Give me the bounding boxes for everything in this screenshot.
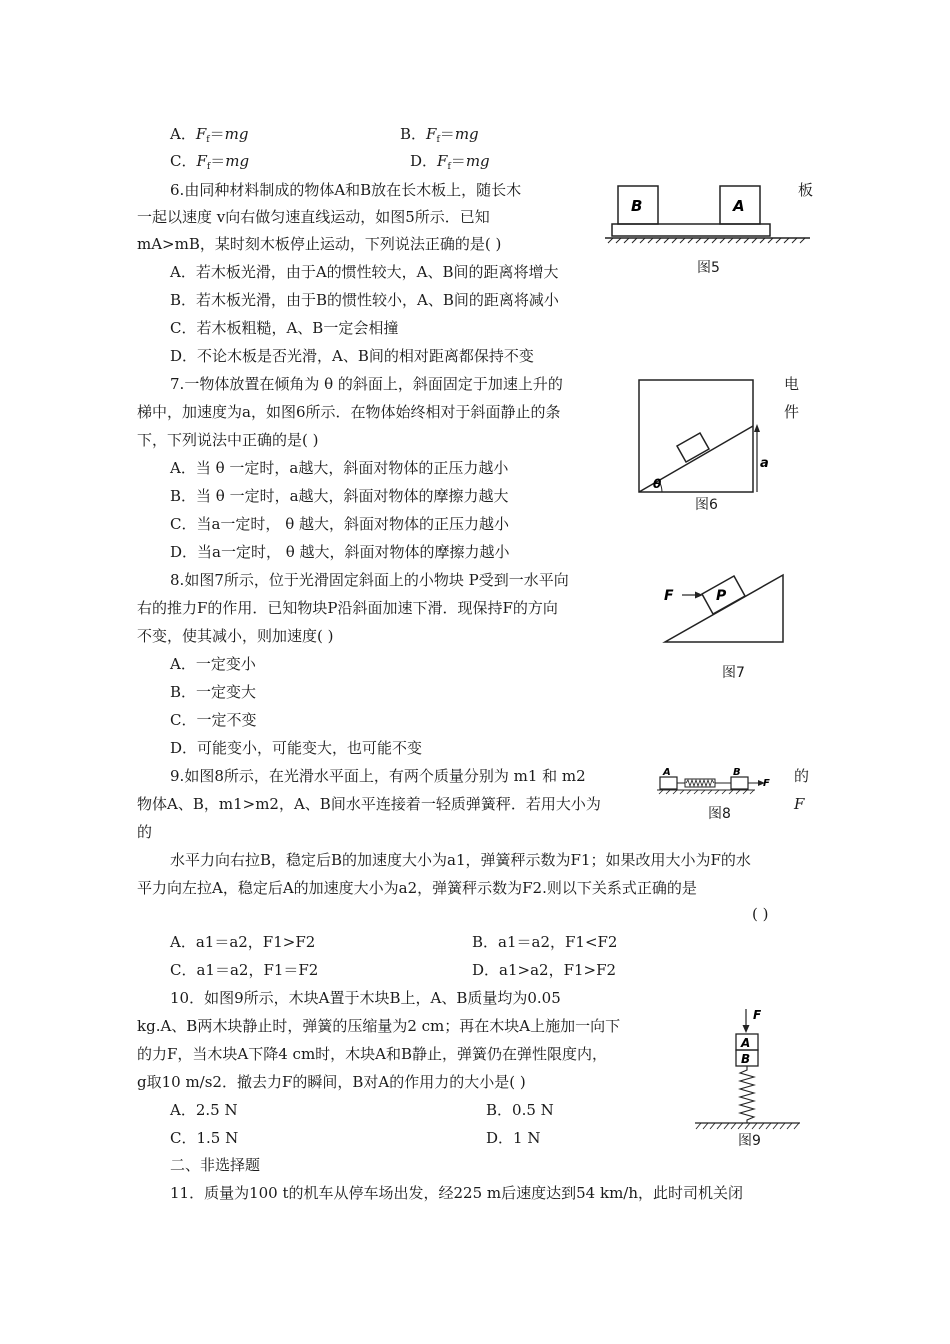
fig8-label-a: A — [663, 767, 671, 778]
q6-stem-line2: 一起以速度 v向右做匀速直线运动，如图5所示．已知 — [137, 208, 490, 226]
q10-stem-line3: 的力F，当木块A下降4 cm时，木块A和B静止，弹簧仍在弹性限度内， — [137, 1045, 608, 1063]
fig8-force-label: F — [763, 778, 770, 789]
q7-stem-line2: 梯中，加速度为a，如图6所示．在物体始终相对于斜面静止的条 — [137, 403, 561, 421]
q10-option-a: A．2.5 N — [170, 1101, 238, 1119]
fig6-accel-label: a — [760, 456, 769, 471]
q9-stem-line5: 平力向左拉A，稳定后A的加速度大小为a2，弹簧秤示数为F2.则以下关系式正确的是 — [137, 879, 697, 897]
q8-option-a: A．一定变小 — [170, 655, 256, 673]
figure-5-caption: 图5 — [697, 260, 720, 276]
figure-8-diagram — [655, 765, 775, 797]
q7-option-a: A．当 θ 一定时，a越大，斜面对物体的正压力越小 — [170, 459, 509, 477]
figure-6-diagram — [630, 374, 780, 499]
q9-stem-line1: 9.如图8所示，在光滑水平面上，有两个质量分别为 m1 和 m2 — [170, 767, 586, 785]
q6-option-a: A．若木板光滑，由于A的惯性较大，A、B间的距离将增大 — [170, 263, 559, 281]
q5-option-c: C．$F_f=mg$ — [170, 152, 250, 172]
q10-stem-line4: g取10 m/s2．撤去力F的瞬间，B对A的作用力的大小是( ) — [137, 1073, 526, 1091]
figure-9-caption: 图9 — [738, 1133, 761, 1149]
q7-stem-line3: 下，下列说法中正确的是( ) — [137, 431, 319, 449]
q8-option-c: C．一定不变 — [170, 711, 257, 729]
q7-stem-line1-tail: 电 — [784, 375, 800, 393]
figure-7-diagram — [660, 570, 795, 650]
q10-stem-line1: 10．如图9所示，木块A置于木块B上，A、B质量均为0.05 — [170, 989, 561, 1007]
q9-stem-line2-tail: F — [794, 795, 805, 813]
q9-stem-line4: 水平力向右拉B，稳定后B的加速度大小为a1，弹簧秤示数为F1；如果改用大小为F的水 — [170, 851, 751, 869]
q9-option-b: B．a1＝a2，F1<F2 — [472, 933, 618, 951]
q5-option-b: B．$F_f=mg$ — [400, 125, 479, 145]
q10-option-c: C．1.5 N — [170, 1129, 239, 1147]
q7-option-b: B．当 θ 一定时，a越大，斜面对物体的摩擦力越大 — [170, 487, 509, 505]
q7-option-d: D．当a一定时， θ 越大，斜面对物体的摩擦力越小 — [170, 543, 510, 561]
fig9-label-a: A — [741, 1036, 751, 1050]
figure-7-caption: 图7 — [722, 665, 745, 681]
q11-stem-line1: 11．质量为100 t的机车从停车场出发，经225 m后速度达到54 km/h，此时司机关闭 — [170, 1184, 744, 1202]
q6-option-c: C．若木板粗糙，A、B一定会相撞 — [170, 319, 399, 337]
q5-option-d: D．$F_f=mg$ — [410, 152, 490, 172]
figure-6-caption: 图6 — [695, 497, 718, 513]
q6-stem-line1-tail: 板 — [798, 181, 814, 199]
q9-stem-line1-tail: 的 — [794, 767, 810, 785]
q9-stem-line2: 物体A、B，m1>m2，A、B间水平连接着一轻质弹簧秤．若用大小为 — [137, 795, 601, 813]
fig9-label-b: B — [741, 1052, 751, 1066]
q7-option-c: C．当a一定时， θ 越大，斜面对物体的正压力越小 — [170, 515, 509, 533]
q6-stem-line3: mA>mB，某时刻木板停止运动，下列说法正确的是( ) — [137, 235, 502, 253]
q8-option-d: D．可能变小，可能变大，也可能不变 — [170, 739, 423, 757]
q8-stem-line2: 右的推力F的作用．已知物块P沿斜面加速下滑．现保持F的方向 — [137, 599, 558, 617]
fig7-force-label: F — [664, 588, 674, 604]
q6-option-d: D．不论木板是否光滑，A、B间的相对距离都保持不变 — [170, 347, 534, 365]
q8-stem-line1: 8.如图7所示，位于光滑固定斜面上的小物块 P受到一水平向 — [170, 571, 569, 589]
q10-option-d: D．1 N — [486, 1129, 541, 1147]
fig8-label-b: B — [733, 767, 741, 778]
figure-9-diagram — [690, 1003, 805, 1138]
figure-5-diagram — [600, 183, 815, 245]
q9-option-a: A．a1＝a2，F1>F2 — [170, 933, 316, 951]
q6-stem-line1: 6.由同种材料制成的物体A和B放在长木板上，随长木 — [170, 181, 522, 199]
fig6-theta: θ — [653, 477, 662, 491]
q8-option-b: B．一定变大 — [170, 683, 257, 701]
q8-stem-line3: 不变，使其减小，则加速度( ) — [137, 627, 334, 645]
fig9-force-label: F — [753, 1008, 762, 1022]
q7-stem-line2-tail: 件 — [784, 403, 800, 421]
q9-option-c: C．a1＝a2，F1＝F2 — [170, 961, 319, 979]
fig7-block-label: P — [716, 588, 727, 604]
figure-8-caption: 图8 — [708, 806, 731, 822]
q9-option-d: D．a1>a2，F1>F2 — [472, 961, 617, 979]
q10-stem-line2: kg.A、B两木块静止时，弹簧的压缩量为2 cm；再在木块A上施加一向下 — [137, 1017, 621, 1035]
q10-option-b: B．0.5 N — [486, 1101, 554, 1119]
section-heading-non-choice: 二、非选择题 — [170, 1156, 261, 1174]
q6-option-b: B．若木板光滑，由于B的惯性较小，A、B间的距离将减小 — [170, 291, 559, 309]
fig5-label-a: A — [733, 197, 745, 215]
q7-stem-line1: 7.一物体放置在倾角为 θ 的斜面上，斜面固定于加速上升的 — [170, 375, 563, 393]
q9-answer-paren: ( ) — [752, 905, 769, 923]
fig5-label-b: B — [631, 197, 643, 215]
q5-option-a: A．$F_f=mg$ — [170, 125, 249, 145]
q9-stem-line3: 的 — [137, 823, 153, 841]
